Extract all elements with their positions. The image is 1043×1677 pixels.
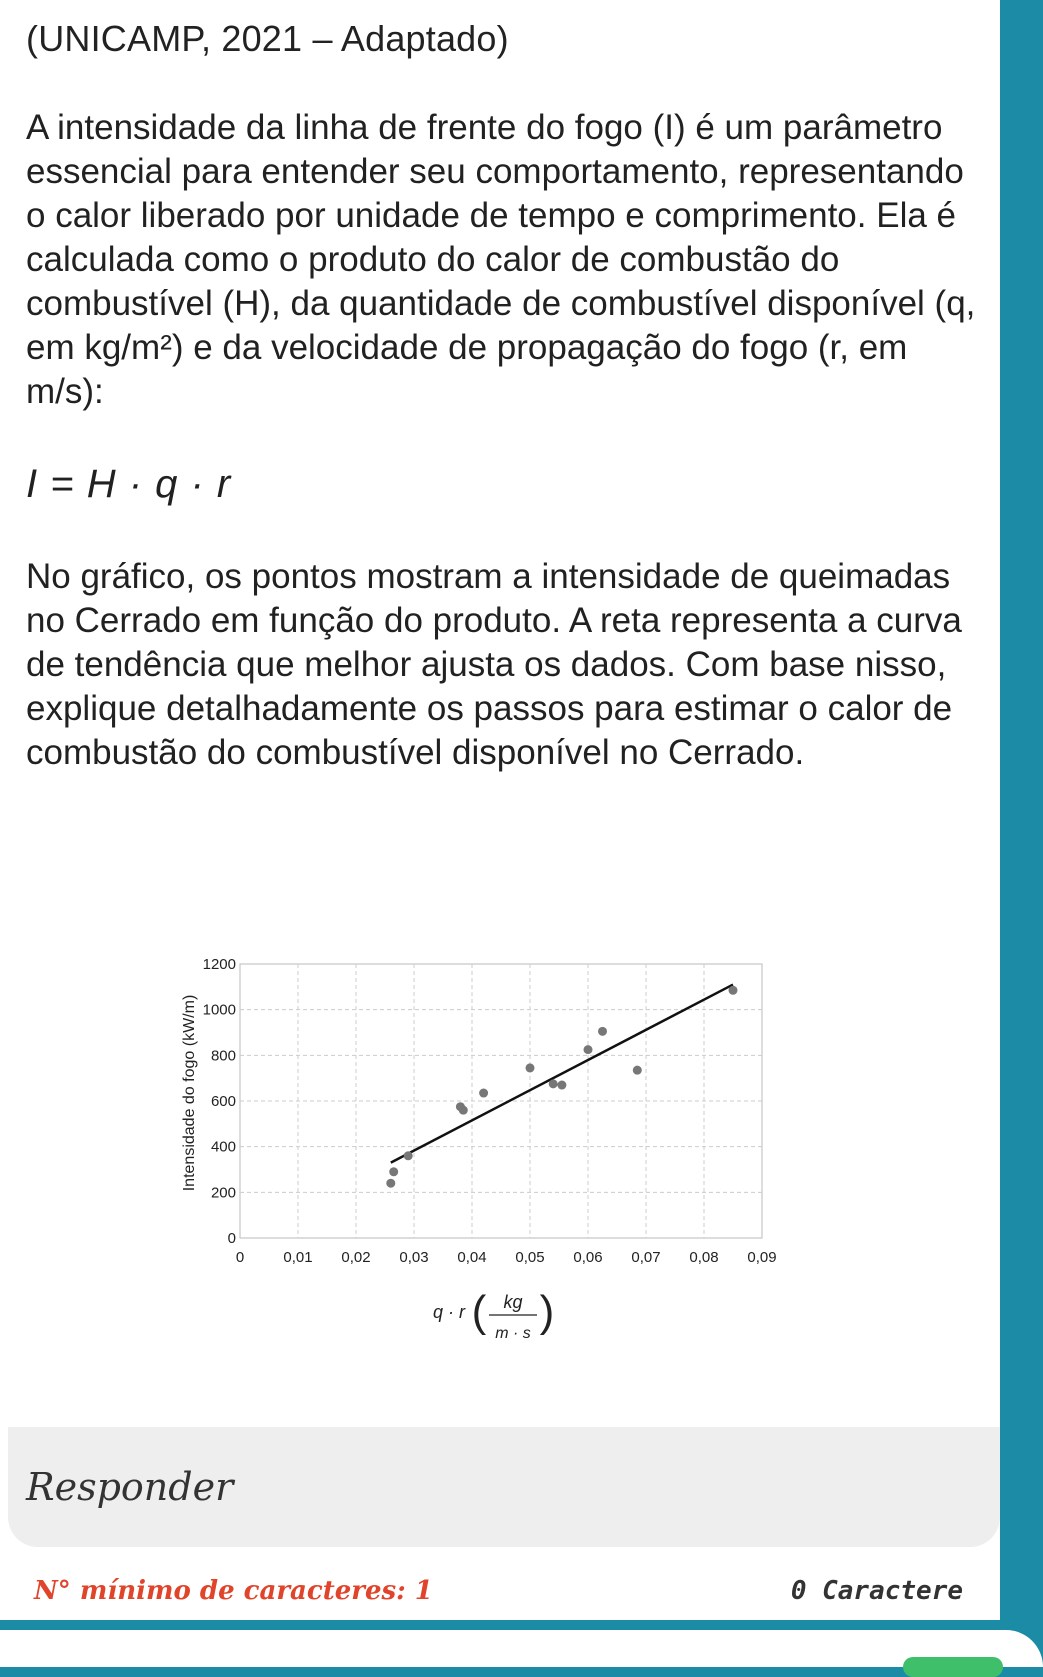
min-characters-text: N° mínimo de caracteres: 1: [34, 1576, 433, 1606]
x-axis-label-unit-numerator: kg: [503, 1292, 523, 1312]
chart-container: [178, 910, 858, 1390]
bottom-panel: [0, 1630, 1043, 1667]
y-tick-label: 200: [210, 1184, 236, 1202]
y-tick-label: 400: [210, 1138, 236, 1156]
x-axis-label-right-paren: ): [539, 1287, 555, 1336]
answer-box[interactable]: [8, 1427, 1000, 1547]
character-count: 0 Caractere: [790, 1576, 963, 1606]
x-tick-label: 0: [235, 1249, 245, 1266]
question-source: (UNICAMP, 2021 – Adaptado): [26, 18, 509, 59]
x-axis-label-unit-denominator: m · s: [495, 1325, 531, 1342]
x-tick-label: 0,04: [457, 1249, 487, 1266]
x-axis-label-prefix: q · r: [432, 1302, 466, 1322]
y-tick-label: 800: [210, 1047, 236, 1065]
x-tick-label: 0,03: [399, 1249, 429, 1266]
data-point: [389, 1167, 398, 1176]
answer-label: Responder: [26, 1465, 234, 1509]
data-point: [386, 1179, 395, 1188]
data-point: [729, 986, 738, 995]
formula: I = H · q · r: [26, 462, 232, 506]
y-tick-label: 1000: [202, 1001, 236, 1019]
data-point: [459, 1106, 468, 1115]
data-point: [549, 1079, 558, 1088]
y-tick-label: 600: [210, 1093, 236, 1110]
data-point: [479, 1089, 488, 1098]
y-axis-label: Intensidade do fogo (kW/m): [181, 994, 198, 1192]
left-border: [0, 0, 8, 1625]
y-tick-label: 1200: [202, 956, 236, 973]
data-point: [584, 1045, 593, 1054]
question-paragraph-1: A intensidade da linha de frente do fogo (I) é um parâmetro essencial para entender seu comportamento, representando o calor liberado por unidade de tempo e comprimento. Ela é calculada como o produto do calor de combustão do combustível (H), da quantidade de combustível disponível (q, em kg/m²) e da velocidade de propagação do fogo (r, em m/s):: [26, 108, 976, 411]
y-tick-label: 0: [227, 1230, 236, 1247]
bottom-divider: [0, 1620, 1043, 1630]
data-point: [598, 1027, 607, 1036]
x-axis-label-left-paren: (: [471, 1287, 487, 1336]
question-card: [8, 0, 1000, 1620]
data-point: [526, 1063, 535, 1072]
x-tick-label: 0,09: [747, 1249, 777, 1266]
data-point: [557, 1081, 566, 1090]
x-tick-label: 0,07: [631, 1249, 661, 1266]
x-tick-label: 0,02: [341, 1249, 371, 1266]
x-tick-label: 0,06: [573, 1249, 603, 1266]
x-tick-label: 0,05: [515, 1249, 545, 1266]
question-paragraph-2: No gráfico, os pontos mostram a intensidade de queimadas no Cerrado em função do produto. A reta representa a curva de tendência que melhor ajusta os dados. Com base nisso, explique detalhadamente os passos para estimar o calor de combustão do combustível disponível no Cerrado.: [26, 557, 962, 772]
x-tick-label: 0,01: [283, 1249, 313, 1266]
handle-pill[interactable]: [903, 1657, 1003, 1677]
scatter-chart: [178, 910, 858, 1390]
data-point: [404, 1151, 413, 1160]
data-point: [633, 1066, 642, 1075]
x-tick-label: 0,08: [689, 1249, 719, 1266]
